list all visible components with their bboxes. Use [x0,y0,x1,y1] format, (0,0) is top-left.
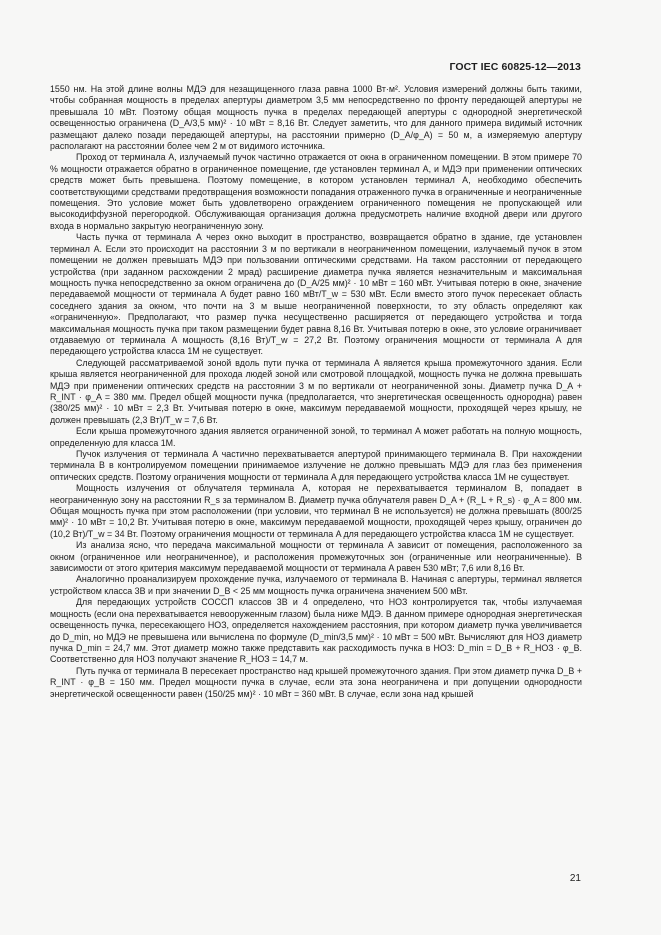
paragraph: Аналогично проанализируем прохождение пучка, излучаемого от терминала B. Начиная с апертуры, терминал является устройством класса 3В и при значении D_B < 25 мм мощность пучка ограничена значением 500 мВт. [50,574,582,596]
paragraph: Из анализа ясно, что передача максимальной мощности от терминала A зависит от помещения, расположенного за окном (ограниченное или неограниченное), и расположения промежуточных зон (ограниченные или неограниченные). В зависимости от этого критерия максимум передаваемой мощности от терминала A равен 530 мВт; 7,6 или 8,16 Вт. [50,540,582,574]
paragraph: Мощность излучения от облучателя терминала A, которая не перехватывается терминалом B, попадает в неограниченную зону на расстоянии R_s за терминалом B. Диаметр пучка облучателя равен D_A + (R_L + R_s) · φ_A = 800 мм. Общая мощность пучка при этом расположении (при условии, что терминал B не используется) не должна превышать (800/25 мм)² · 10 мВт = 10,2 Вт. Учитывая потерю в окне, максимум передаваемой мощности, проходящей через крышу, ограничен до (10,2 Вт)/T_w = 34 Вт. Поэтому ограничения мощности от терминала A для передающего устройства класса 1М не существует. [50,483,582,539]
paragraph: Если крыша промежуточного здания является ограниченной зоной, то терминал A может работать на полную мощность, определенную для класса 1М. [50,426,582,448]
page-number: 21 [569,873,581,884]
paragraph: Следующей рассматриваемой зоной вдоль пути пучка от терминала A является крыша промежуточного здания. Если крыша является неограниченной для прохода людей зоной или смотровой площадкой, мощность пучка не должна превышать МДЭ при применении оптических средств на расстоянии 3 м по вертикали от неограниченной зоны. Диаметр пучка D_A + R_INT · φ_A = 380 мм. Предел общей мощности пучка (предполагается, что энергетическая освещенность однородна) равен (380/25 мм)² · 10 мВт = 2,3 Вт. Учитывая потерю в окне, максимум передаваемой мощности, проходящей через крышу, не должен превышать (2,3 Вт)/T_w = 7,6 Вт. [50,357,582,425]
paragraph: Путь пучка от терминала B пересекает пространство над крышей промежуточного здания. При этом диаметр пучка D_B + R_INT · φ_B = 150 мм. Предел мощности пучка в случае, если эта зона неограничена и при допущении однородности энергетической освещенности равен (150/25 мм)² · 10 мВт = 360 мВт. В случае, если зона над крышей [50,665,582,699]
standard-header: ГОСТ IEC 60825-12—2013 [449,61,581,73]
paragraph: Часть пучка от терминала A через окно выходит в пространство, возвращается обратно в здание, где установлен терминал A. Если это происходит на расстоянии 3 м по вертикали в неограниченном помещении, излучаемый пучок в этом помещении не должен превышать МДЭ при пользовании оптическими средствами. На таком расстоянии от передающего устройства (при заданном расхождении 2 мрад) расширение диаметра пучка является незначительным и максимальная мощность пучка непосредственно за окном ограничена до (D_A/25 мм)² · 10 мВт = 160 мВт. Учитывая потерю в окне, значение передаваемой мощности от терминала A будет равно 160 мВт/T_w = 530 мВт. Если вместо этого пучок пересекает область соседнего здания за окном, что почти на 3 м выше неограниченной поверхности, то эту область определяют как «ограниченную». Предполагают, что размер пучка несущественно расширяется от передающего устройства и тогда максимальная мощность пучка при таком размещении будет равна 8,16 Вт. Учитывая потерю в окне, это условие ограничивает отдаваемую от терминала A мощность (8,16 Вт)/T_w = 27,2 Вт. Поэтому ограничения мощности от терминала A для передающего устройства класса 1М не существует. [50,232,582,357]
paragraph: Пучок излучения от терминала A частично перехватывается апертурой принимающего терминала B. При нахождении терминала B в контролируемом помещении принимаемое излучение не должно превышать МДЭ для глаз без применения оптических средств. Поэтому ограничения мощности от терминала A для передающего устройства класса 1М не существует. [50,449,582,482]
body-text [50,84,582,700]
paragraph: Проход от терминала A, излучаемый пучок частично отражается от окна в ограниченном помещении. В этом примере 70 % мощности отражается обратно в ограниченное помещение, где установлен терминал A, и МДЭ при применении оптических средств может быть превышена. Поэтому помещение, в котором установлен терминал A, необходимо обеспечить соответствующими средствами предотвращения возможности попадания отраженного пучка в ограниченные и неограниченные помещения. Это условие может быть удовлетворено ограждением ограниченного помещения не пропускающей или высокодиффузной перегородкой. Обслуживающая организация должна предусмотреть наличие входной двери или другого входа в нормально закрытую неограниченную зону. [50,152,582,231]
paragraph: 1550 нм. На этой длине волны МДЭ для незащищенного глаза равна 1000 Вт·м². Условия измерений должны быть такими, чтобы собранная мощность в пределах апертуры диаметром 3,5 мм непосредственно по фронту передающей апертуры не превышала 10 мВт. Поэтому общая мощность пучка в пределах передающей апертуры с однородной энергетической освещенностью ограничена (D_A/3,5 мм)² · 10 мВт = 8,16 Вт. Следует заметить, что для данного примера видимый источник размещают далеко позади передающей апертуры, на расстоянии примерно (D_A/φ_A) = 50 м, а измеряемую апертуру располагают на расстоянии более чем 2 м от видимого источника. [50,84,582,152]
paragraph: Для передающих устройств СОССП классов 3В и 4 определено, что НОЗ контролируется так, чтобы излучаемая мощность (если она перехватывается невооруженным глазом) была ниже МДЭ. В данном примере однородная энергетическая освещенность пучка, пересекающего НОЗ, определяется нахождением расстояния, при котором диаметр пучка увеличивается до D_min, но МДЭ не превышена или вычислена по формуле (D_min/3,5 мм)² · 10 мВт = 500 мВт. Вычисляют для НОЗ диаметр пучка D_min = 24,7 мм. Этот диаметр можно также представить как расходимость пучка в НОЗ: D_min = D_B + R_НОЗ · φ_B. Соответственно для НОЗ получают значение R_НОЗ = 14,7 м. [50,597,582,665]
